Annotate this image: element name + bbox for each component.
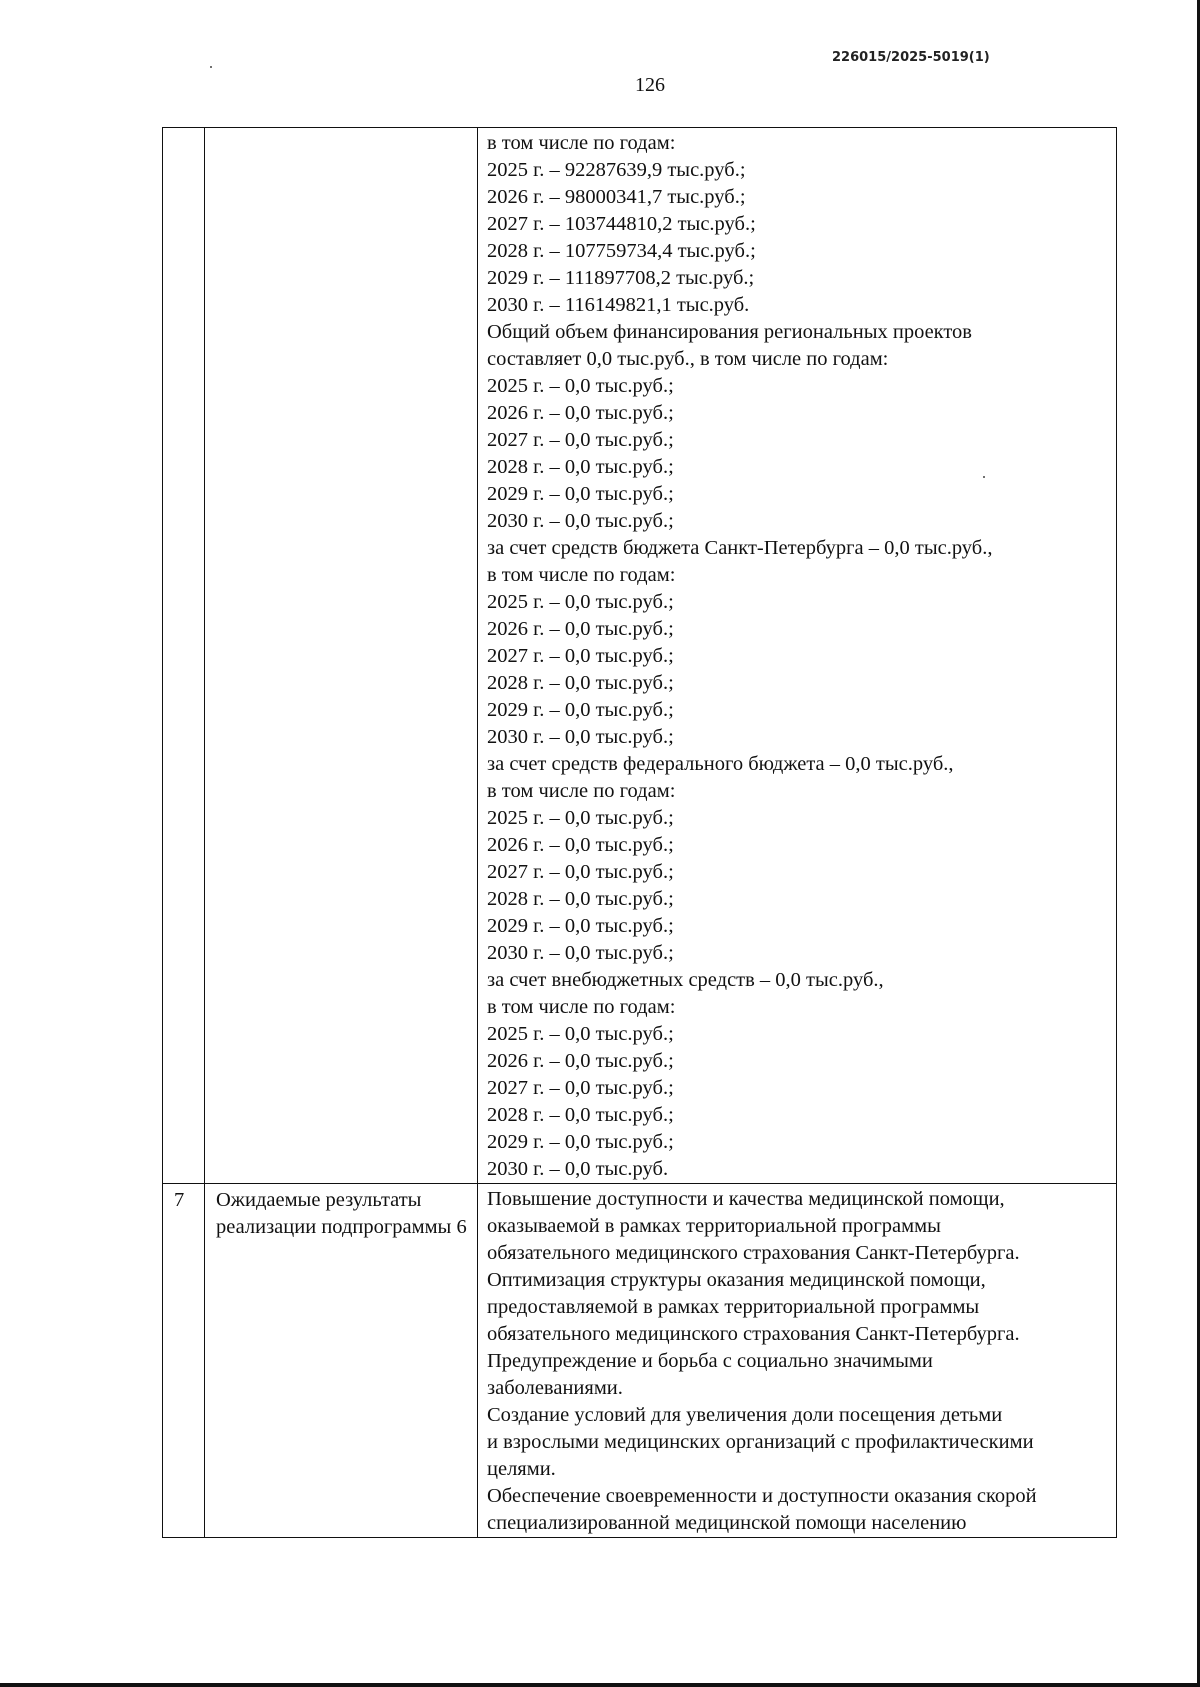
text-line: 2026 г. – 0,0 тыс.руб.; xyxy=(487,618,674,640)
text-line: 2026 г. – 0,0 тыс.руб.; xyxy=(487,1050,674,1072)
text-line: 2028 г. – 107759734,4 тыс.руб.; xyxy=(487,240,756,262)
subprogram-passport-table xyxy=(162,127,1117,1538)
text-line: 2025 г. – 0,0 тыс.руб.; xyxy=(487,807,674,829)
row-number-cell: 7 xyxy=(163,1184,205,1538)
text-line: 2028 г. – 0,0 тыс.руб.; xyxy=(487,888,674,910)
text-line: Повышение доступности и качества медицинской помощи, xyxy=(487,1188,1005,1210)
text-line: 2030 г. – 0,0 тыс.руб.; xyxy=(487,726,674,748)
financing-text-cell xyxy=(478,128,1117,1184)
text-line: 2028 г. – 0,0 тыс.руб.; xyxy=(487,456,674,478)
text-line: специализированной медицинской помощи населению xyxy=(487,1512,967,1534)
text-line: 2028 г. – 0,0 тыс.руб.; xyxy=(487,1104,674,1126)
text-line: Оптимизация структуры оказания медицинской помощи, xyxy=(487,1269,986,1291)
text-line: 2030 г. – 0,0 тыс.руб.; xyxy=(487,942,674,964)
text-line: 2029 г. – 0,0 тыс.руб.; xyxy=(487,1131,674,1153)
text-line: Предупреждение и борьба с социально значимыми xyxy=(487,1350,933,1372)
scan-speck xyxy=(983,476,985,478)
table-row-expected-results xyxy=(163,1184,1117,1538)
text-line: 2026 г. – 98000341,7 тыс.руб.; xyxy=(487,186,746,208)
text-line: предоставляемой в рамках территориальной программы xyxy=(487,1296,980,1318)
text-line: 2028 г. – 0,0 тыс.руб.; xyxy=(487,672,674,694)
text-line: 2030 г. – 0,0 тыс.руб. xyxy=(487,1158,669,1180)
financing-lines xyxy=(487,130,1112,1183)
text-line: в том числе по годам: xyxy=(487,132,676,154)
text-line: 2029 г. – 0,0 тыс.руб.; xyxy=(487,915,674,937)
text-line: заболеваниями. xyxy=(487,1377,623,1399)
text-line: составляет 0,0 тыс.руб., в том числе по годам: xyxy=(487,348,889,370)
row-label-cell xyxy=(205,128,478,1184)
text-line: в том числе по годам: xyxy=(487,996,676,1018)
text-line: 2025 г. – 0,0 тыс.руб.; xyxy=(487,1023,674,1045)
text-line: оказываемой в рамках территориальной программы xyxy=(487,1215,941,1237)
scan-speck xyxy=(210,66,212,68)
text-line: 2030 г. – 116149821,1 тыс.руб. xyxy=(487,294,750,316)
text-line: Обеспечение своевременности и доступности оказания скорой xyxy=(487,1485,1037,1507)
row-number-cell xyxy=(163,128,205,1184)
text-line: 2027 г. – 0,0 тыс.руб.; xyxy=(487,429,674,451)
text-line: за счет внебюджетных средств – 0,0 тыс.руб., xyxy=(487,969,884,991)
text-line: 2026 г. – 0,0 тыс.руб.; xyxy=(487,402,674,424)
text-line: 2029 г. – 111897708,2 тыс.руб.; xyxy=(487,267,755,289)
text-line: 2029 г. – 0,0 тыс.руб.; xyxy=(487,699,674,721)
text-line: 2025 г. – 92287639,9 тыс.руб.; xyxy=(487,159,746,181)
text-line: обязательного медицинского страхования Санкт-Петербурга. xyxy=(487,1323,1020,1345)
text-line: 2027 г. – 0,0 тыс.руб.; xyxy=(487,861,674,883)
text-line: 2029 г. – 0,0 тыс.руб.; xyxy=(487,483,674,505)
table-body xyxy=(163,128,1117,1538)
text-line: 2030 г. – 0,0 тыс.руб.; xyxy=(487,510,674,532)
text-line: обязательного медицинского страхования Санкт-Петербурга. xyxy=(487,1242,1020,1264)
text-line: 2026 г. – 0,0 тыс.руб.; xyxy=(487,834,674,856)
text-line: в том числе по годам: xyxy=(487,780,676,802)
text-line: Общий объем финансирования региональных проектов xyxy=(487,321,972,343)
table-row-financing xyxy=(163,128,1117,1184)
document-registration-number: 226015/2025-5019(1) xyxy=(832,50,990,65)
text-line: за счет средств федерального бюджета – 0,0 тыс.руб., xyxy=(487,753,954,775)
expected-results-text-cell xyxy=(478,1184,1117,1538)
text-line: 2027 г. – 0,0 тыс.руб.; xyxy=(487,645,674,667)
text-line: 2027 г. – 103744810,2 тыс.руб.; xyxy=(487,213,756,235)
scan-edge-bottom xyxy=(0,1683,1200,1687)
text-line: за счет средств бюджета Санкт-Петербурга – 0,0 тыс.руб., xyxy=(487,537,993,559)
page-number xyxy=(0,74,1200,97)
text-line: Создание условий для увеличения доли посещения детьми xyxy=(487,1404,1003,1426)
text-line: 2025 г. – 0,0 тыс.руб.; xyxy=(487,375,674,397)
text-line: в том числе по годам: xyxy=(487,564,676,586)
text-line: 2025 г. – 0,0 тыс.руб.; xyxy=(487,591,674,613)
text-line: 2027 г. – 0,0 тыс.руб.; xyxy=(487,1077,674,1099)
row-label-cell: Ожидаемые результаты реализации подпрограммы 6 xyxy=(205,1184,478,1538)
expected-results-lines xyxy=(487,1186,1112,1537)
text-line: и взрослыми медицинских организаций с профилактическими xyxy=(487,1431,1034,1453)
page-number-text: 126 xyxy=(635,74,665,96)
text-line: целями. xyxy=(487,1458,556,1480)
